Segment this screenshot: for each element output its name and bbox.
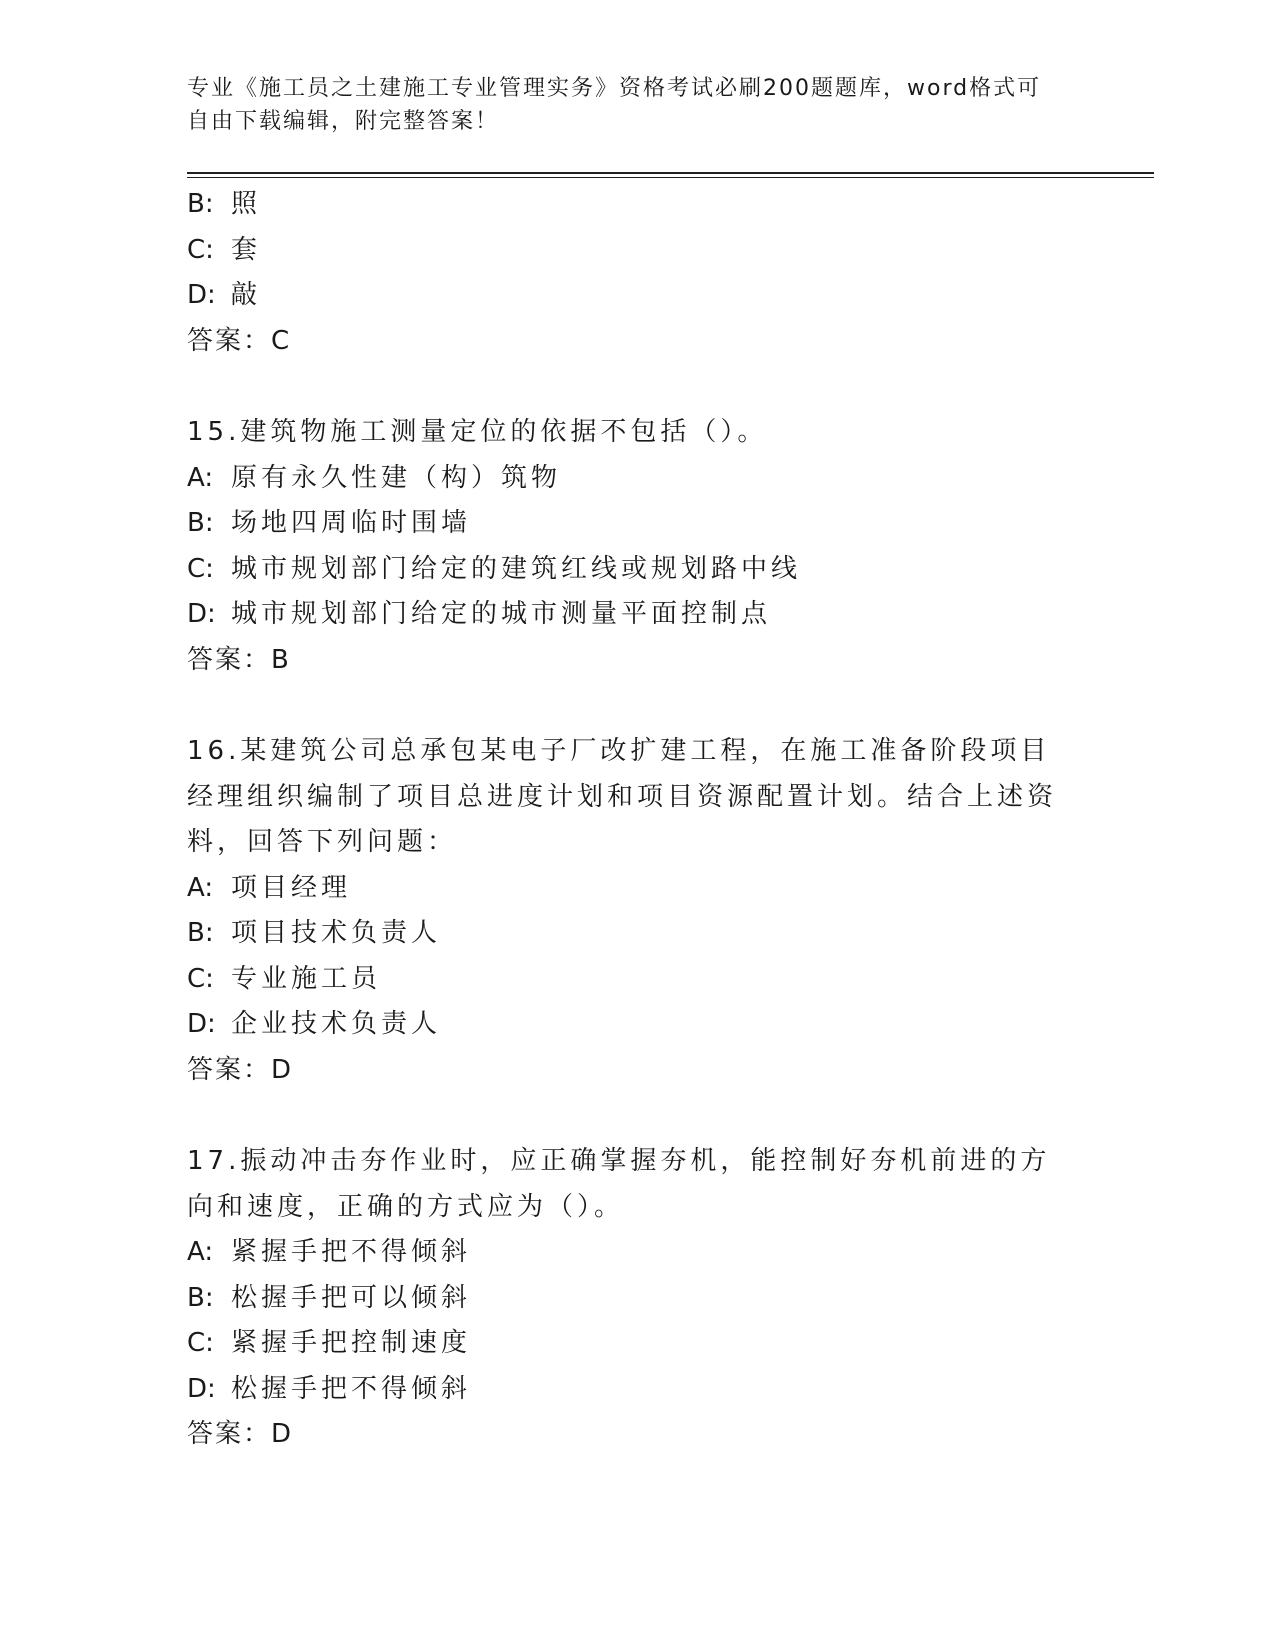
option-b: B: 照 (187, 189, 262, 219)
question-text: 17.振动冲击夯作业时，应正确掌握夯机，能控制好夯机前进的方向和速度，正确的方式应为（）。 (187, 1146, 1051, 1222)
option-c: C: 城市规划部门给定的建筑红线或规划路中线 (187, 553, 802, 584)
option-a: A: 紧握手把不得倾斜 (187, 1237, 472, 1267)
question-text: 15.建筑物施工测量定位的依据不包括（）。 (187, 417, 768, 447)
option-b: B: 场地四周临时围墙 (187, 508, 472, 538)
option-d: D: 敲 (187, 280, 262, 310)
option-a: A: 原有永久性建（构）筑物 (187, 462, 562, 493)
question-15 (187, 410, 1157, 683)
option-b: B: 项目技术负责人 (187, 918, 442, 948)
option-c: C: 专业施工员 (187, 963, 382, 994)
header-line-2: 自由下载编辑，附完整答案！ (187, 109, 500, 134)
option-a: A: 项目经理 (187, 872, 352, 903)
header-line-1: 专业《施工员之土建施工专业管理实务》资格考试必刷200题题库，word格式可 (187, 76, 1042, 101)
answer: 答案：D (187, 1419, 294, 1449)
option-d: D: 城市规划部门给定的城市测量平面控制点 (187, 599, 772, 629)
answer: 答案：D (187, 1054, 294, 1085)
answer: 答案：B (187, 644, 291, 675)
option-d: D: 企业技术负责人 (187, 1009, 442, 1039)
question-list (187, 182, 1157, 1458)
option-c: C: 套 (187, 234, 262, 265)
header-rule-thin (187, 177, 1154, 178)
question-text: 16.某建筑公司总承包某电子厂改扩建工程，在施工准备阶段项目经理组织编制了项目总进度计划和项目资源配置计划。结合上述资料，回答下列问题： (187, 736, 1058, 857)
option-c: C: 紧握手把控制速度 (187, 1328, 472, 1358)
document-page (187, 72, 1157, 1458)
answer: 答案：C (187, 325, 292, 356)
option-d: D: 松握手把不得倾斜 (187, 1373, 472, 1404)
question-14-continued (187, 182, 1157, 364)
question-17 (187, 1139, 1157, 1458)
question-16 (187, 729, 1157, 1093)
option-b: B: 松握手把可以倾斜 (187, 1282, 472, 1313)
document-header (187, 72, 1067, 138)
header-rule-thick (187, 172, 1154, 174)
